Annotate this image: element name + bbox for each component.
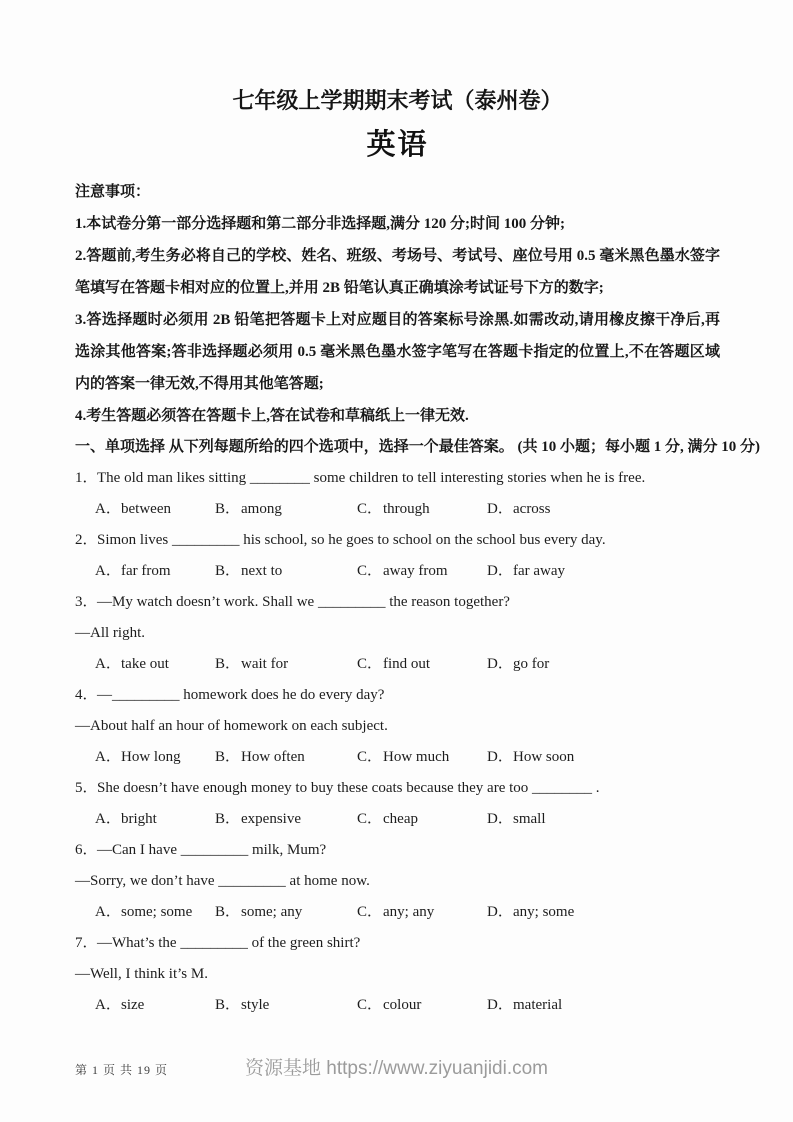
option-text: How often xyxy=(241,749,305,765)
option-d xyxy=(487,897,720,928)
option-text: next to xyxy=(241,563,283,579)
option-b xyxy=(215,897,357,928)
dialogue-line: —Well, I think it’s M. xyxy=(75,966,208,982)
option-text: across xyxy=(513,501,551,517)
notice-item-1: 1.本试卷分第一部分选择题和第二部分非选择题,满分 120 分;时间 100 分钟; xyxy=(75,216,565,232)
option-text: bright xyxy=(121,811,157,827)
option-a xyxy=(95,990,215,1021)
option-a xyxy=(95,897,215,928)
question-2 xyxy=(75,525,720,587)
option-text: any; any xyxy=(383,904,435,920)
option-text: far away xyxy=(513,563,566,579)
option-text: between xyxy=(121,501,171,517)
option-label: D． xyxy=(487,811,513,827)
option-row xyxy=(75,649,720,680)
question-4 xyxy=(75,680,720,773)
option-b xyxy=(215,494,357,525)
question-7 xyxy=(75,928,720,1021)
option-text: How long xyxy=(121,749,181,765)
option-text: any; some xyxy=(513,904,575,920)
option-text: colour xyxy=(383,997,422,1013)
option-a xyxy=(95,742,215,773)
option-label: D． xyxy=(487,904,513,920)
option-label: A． xyxy=(95,656,121,672)
option-label: D． xyxy=(487,563,513,579)
option-a xyxy=(95,556,215,587)
question-text: —_________ homework does he do every day? xyxy=(97,687,385,703)
option-label: A． xyxy=(95,811,121,827)
notice-item-2: 2.答题前,考生务必将自己的学校、姓名、班级、考场号、考试号、座位号用 0.5 毫米黑色墨水签字笔填写在答题卡相对应的位置上,并用 2B 铅笔认真正确填涂考试证号下方的数字; xyxy=(75,248,720,296)
option-row xyxy=(75,494,720,525)
option-text: through xyxy=(383,501,430,517)
option-label: C． xyxy=(357,811,383,827)
option-text: How soon xyxy=(513,749,575,765)
option-b xyxy=(215,556,357,587)
notice-item-4: 4.考生答题必须答在答题卡上,答在试卷和草稿纸上一律无效. xyxy=(75,408,469,424)
option-c xyxy=(357,742,487,773)
question-number: 1． xyxy=(75,470,98,486)
option-row xyxy=(75,897,720,928)
option-label: B． xyxy=(215,563,241,579)
question-text: —Can I have _________ milk, Mum? xyxy=(97,842,327,858)
option-label: B． xyxy=(215,501,241,517)
option-c xyxy=(357,556,487,587)
question-stem xyxy=(75,928,720,959)
notice-item-3: 3.答选择题时必须用 2B 铅笔把答题卡上对应题目的答案标号涂黑.如需改动,请用橡皮擦干净后,再选涂其他答案;答非选择题必须用 0.5 毫米黑色墨水签字笔写在答题卡指定的位置上,不在答题区域内的答案一律无效,不得用其他笔答题; xyxy=(75,312,720,392)
question-stem xyxy=(75,773,720,804)
watermark-link[interactable]: 资源基地 https://www.ziyuanjidi.com xyxy=(244,1058,549,1079)
option-label: D． xyxy=(487,997,513,1013)
option-label: C． xyxy=(357,656,383,672)
option-label: C． xyxy=(357,563,383,579)
option-text: How much xyxy=(383,749,450,765)
page-number: 第 1 页 共 19 页 xyxy=(75,1063,169,1077)
question-stem xyxy=(75,525,720,556)
option-label: A． xyxy=(95,501,121,517)
option-label: B． xyxy=(215,656,241,672)
option-c xyxy=(357,897,487,928)
dialogue-line: —All right. xyxy=(75,625,145,641)
option-text: go for xyxy=(513,656,550,672)
question-stem xyxy=(75,587,720,618)
section-heading: 一、单项选择 从下列每题所给的四个选项中，选择一个最佳答案。 (共 10 小题；每小题 1 分, 满分 10 分) xyxy=(75,439,760,455)
question-number: 6． xyxy=(75,842,98,858)
question-text: She doesn’t have enough money to buy these coats because they are too ________ . xyxy=(97,780,600,796)
option-d xyxy=(487,990,720,1021)
question-number: 2． xyxy=(75,532,98,548)
option-d xyxy=(487,649,720,680)
question-5 xyxy=(75,773,720,835)
option-b xyxy=(215,804,357,835)
option-text: size xyxy=(121,997,145,1013)
option-d xyxy=(487,742,720,773)
option-label: A． xyxy=(95,904,121,920)
option-label: C． xyxy=(357,749,383,765)
option-text: small xyxy=(513,811,546,827)
option-row xyxy=(75,742,720,773)
dialogue-line: —Sorry, we don’t have _________ at home now. xyxy=(75,873,370,889)
option-text: some; some xyxy=(121,904,193,920)
option-text: among xyxy=(241,501,282,517)
question-stem xyxy=(75,463,720,494)
question-text: —What’s the _________ of the green shirt? xyxy=(97,935,361,951)
option-text: material xyxy=(513,997,563,1013)
option-c xyxy=(357,804,487,835)
option-label: B． xyxy=(215,749,241,765)
option-label: B． xyxy=(215,997,241,1013)
question-text: The old man likes sitting ________ some children to tell interesting stories when he is free. xyxy=(97,470,646,486)
option-a xyxy=(95,804,215,835)
question-text: Simon lives _________ his school, so he goes to school on the school bus every day. xyxy=(97,532,606,548)
option-label: D． xyxy=(487,501,513,517)
option-d xyxy=(487,804,720,835)
dialogue-line: —About half an hour of homework on each subject. xyxy=(75,718,388,734)
question-text: —My watch doesn’t work. Shall we _________ the reason together? xyxy=(97,594,510,610)
option-b xyxy=(215,649,357,680)
option-row xyxy=(75,990,720,1021)
option-label: B． xyxy=(215,811,241,827)
exam-title: 七年级上学期期末考试（泰州卷） xyxy=(232,88,563,113)
question-stem xyxy=(75,680,720,711)
question-list xyxy=(75,463,720,1021)
option-c xyxy=(357,649,487,680)
option-text: take out xyxy=(121,656,169,672)
option-c xyxy=(357,494,487,525)
option-label: A． xyxy=(95,749,121,765)
option-label: A． xyxy=(95,563,121,579)
option-row xyxy=(75,804,720,835)
option-text: some; any xyxy=(241,904,303,920)
option-a xyxy=(95,649,215,680)
option-c xyxy=(357,990,487,1021)
option-label: D． xyxy=(487,749,513,765)
question-number: 5． xyxy=(75,780,98,796)
option-text: find out xyxy=(383,656,431,672)
option-text: far from xyxy=(121,563,171,579)
option-row xyxy=(75,556,720,587)
option-label: A． xyxy=(95,997,121,1013)
option-b xyxy=(215,990,357,1021)
option-label: D． xyxy=(487,656,513,672)
notice-heading: 注意事项： xyxy=(75,184,151,200)
option-label: C． xyxy=(357,997,383,1013)
question-number: 4． xyxy=(75,687,98,703)
option-d xyxy=(487,494,720,525)
subject-title: 英语 xyxy=(366,129,429,161)
option-text: wait for xyxy=(241,656,289,672)
question-6 xyxy=(75,835,720,928)
page-footer xyxy=(0,1052,793,1086)
option-text: away from xyxy=(383,563,448,579)
question-number: 7． xyxy=(75,935,98,951)
question-number: 3． xyxy=(75,594,98,610)
question-1 xyxy=(75,463,720,525)
question-stem xyxy=(75,835,720,866)
option-label: C． xyxy=(357,501,383,517)
question-3 xyxy=(75,587,720,680)
option-label: C． xyxy=(357,904,383,920)
option-d xyxy=(487,556,720,587)
option-text: expensive xyxy=(241,811,301,827)
option-text: style xyxy=(241,997,270,1013)
option-text: cheap xyxy=(383,811,418,827)
notices-section xyxy=(75,176,720,432)
option-a xyxy=(95,494,215,525)
option-label: B． xyxy=(215,904,241,920)
option-b xyxy=(215,742,357,773)
